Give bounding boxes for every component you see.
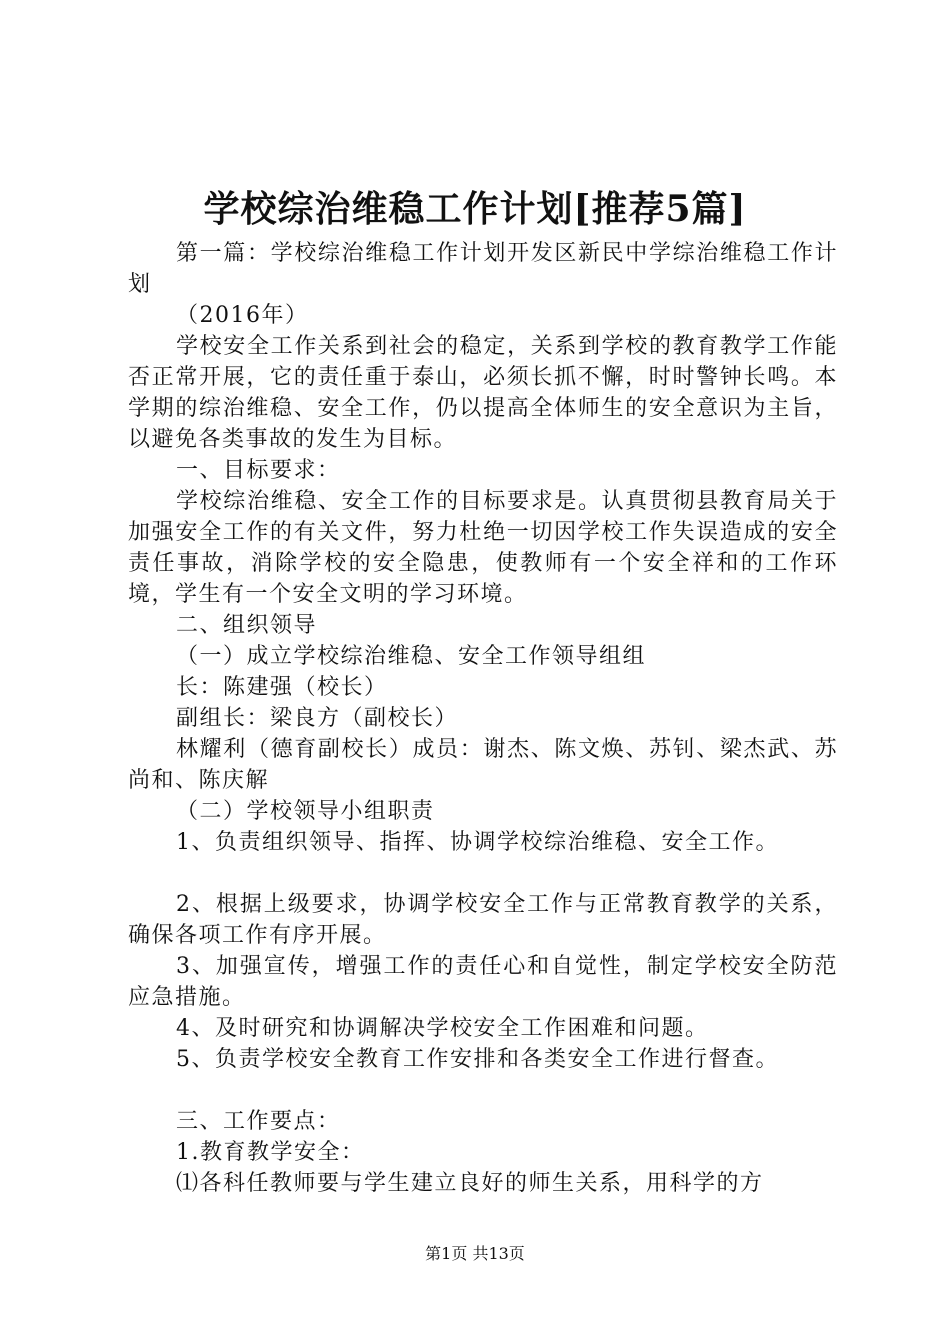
document-title: 学校综治维稳工作计划[推荐5篇]	[203, 188, 747, 230]
subsection-heading-teaching-safety: 1.教育教学安全：	[176, 1140, 365, 1165]
document-body	[128, 238, 838, 1199]
duty-item-2: 2、根据上级要求，协调学校安全工作与正常教育教学的关系，确保各项工作有序开展。	[128, 892, 838, 948]
duty-item-5: 5、负责学校安全教育工作安排和各类安全工作进行督查。	[176, 1047, 779, 1072]
paragraph-members: 林耀利（德育副校长）成员：谢杰、陈文焕、苏钊、梁杰武、苏尚和、陈庆解	[128, 737, 838, 793]
subsection-heading-duties: （二）学校领导小组职责	[176, 799, 435, 824]
paragraph-deputy-leader: 副组长：梁良方（副校长）	[176, 706, 459, 731]
section-heading-organization: 二、组织领导	[176, 613, 318, 638]
duty-item-1: 1、负责组织领导、指挥、协调学校综治维稳、安全工作。	[176, 830, 779, 855]
page-number-footer: 第1页 共13页	[425, 1244, 525, 1263]
paragraph-intro: 学校安全工作关系到社会的稳定，关系到学校的教育教学工作能否正常开展，它的责任重于泰山，必须长抓不懈，时时警钟长鸣。本学期的综治维稳、安全工作，仍以提高全体师生的安全意识为主旨，以避免各类事故的发生为目标。	[128, 334, 838, 452]
paragraph-leader: 长：陈建强（校长）	[176, 675, 388, 700]
duty-item-4: 4、及时研究和协调解决学校安全工作困难和问题。	[176, 1016, 709, 1041]
paragraph-goals: 学校综治维稳、安全工作的目标要求是。认真贯彻县教育局关于加强安全工作的有关文件，努力杜绝一切因学校工作失误造成的安全责任事故，消除学校的安全隐患，使教师有一个安全祥和的工作环境，学生有一个安全文明的学习环境。	[128, 489, 838, 607]
duty-item-3: 3、加强宣传，增强工作的责任心和自觉性，制定学校安全防范应急措施。	[128, 954, 838, 1010]
blank-line	[128, 1075, 838, 1106]
paragraph-heading-first: 第一篇：学校综治维稳工作计划开发区新民中学综治维稳工作计划	[128, 241, 838, 297]
paragraph-teaching-safety-1: ⑴各科任教师要与学生建立良好的师生关系，用科学的方	[176, 1171, 764, 1196]
section-heading-work-points: 三、工作要点：	[176, 1109, 341, 1134]
blank-line	[128, 858, 838, 889]
paragraph-year: （2016年）	[176, 303, 309, 328]
subsection-heading-group: （一）成立学校综治维稳、安全工作领导组组	[176, 644, 647, 669]
section-heading-goals: 一、目标要求：	[176, 458, 341, 483]
